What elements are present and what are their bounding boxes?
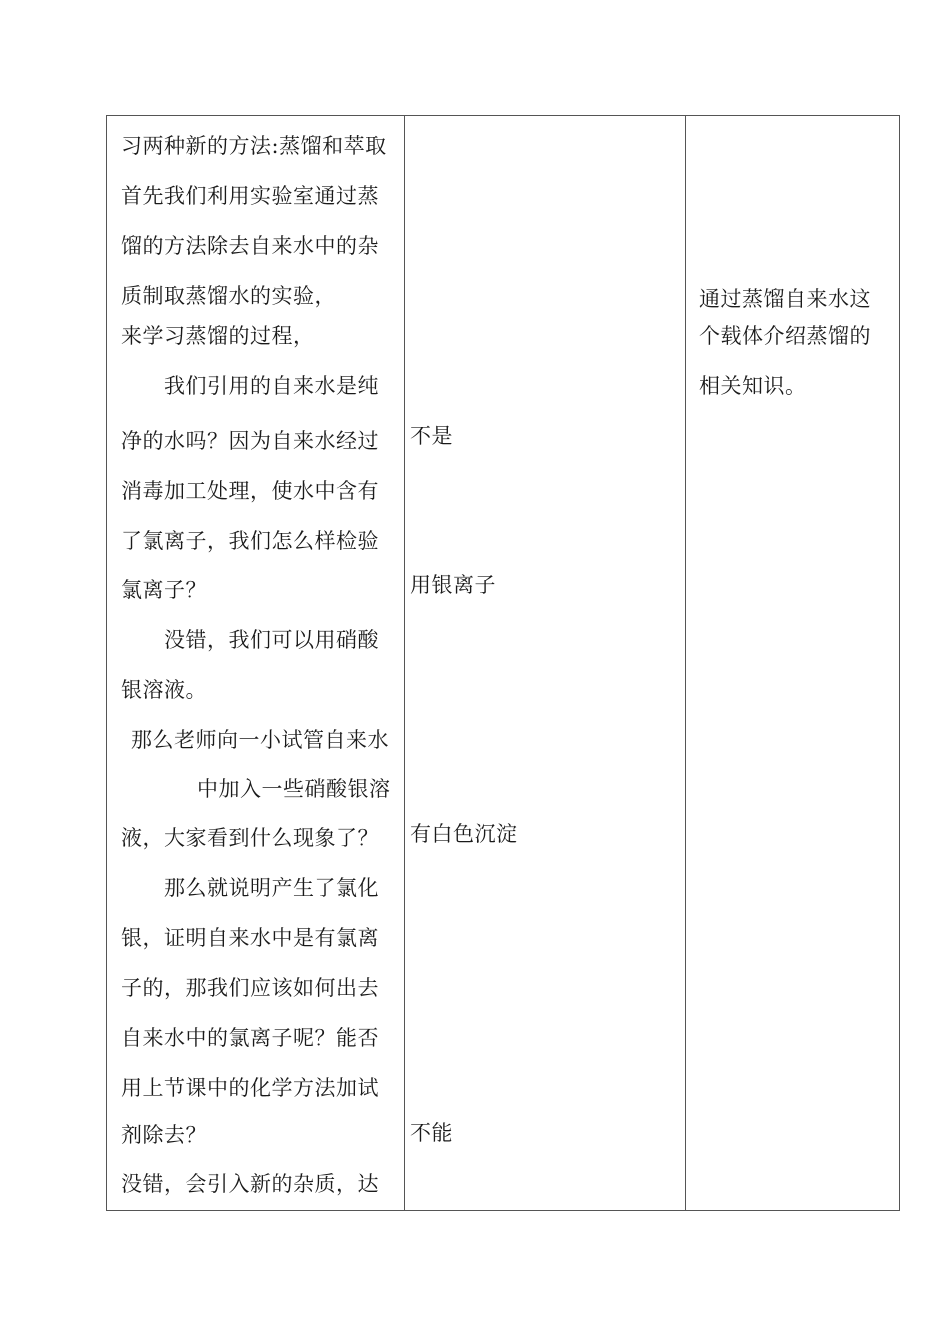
teacher-text-line: 质制取蒸馏水的实验， — [121, 284, 336, 308]
student-answer: 用银离子 — [410, 573, 496, 597]
teacher-text-line: 净的水吗？因为自来水经过 — [121, 429, 379, 453]
student-answer: 有白色沉淀 — [410, 822, 518, 846]
purpose-text-line: 个载体介绍蒸馏的 — [699, 324, 871, 348]
teacher-text-line: 银，证明自来水中是有氯离 — [121, 926, 379, 950]
teacher-text-line: 银溶液。 — [121, 678, 207, 702]
teacher-text-line: 自来水中的氯离子呢？能否 — [121, 1026, 379, 1050]
teacher-text-line: 氯离子？ — [121, 578, 207, 602]
purpose-text-line: 相关知识。 — [699, 374, 807, 398]
teacher-text-line: 馏的方法除去自来水中的杂 — [121, 234, 379, 258]
column-divider — [404, 116, 405, 1210]
teacher-text-line: 子的，那我们应该如何出去 — [121, 976, 379, 1000]
purpose-text-line: 通过蒸馏自来水这 — [699, 287, 871, 311]
teacher-text-line: 剂除去？ — [121, 1123, 207, 1147]
teacher-text-line: 了氯离子，我们怎么样检验 — [121, 529, 379, 553]
teacher-text-line: 用上节课中的化学方法加试 — [121, 1076, 379, 1100]
teacher-text-line: 习两种新的方法:蒸馏和萃取 — [121, 134, 387, 158]
teacher-text-line: 中加入一些硝酸银溶 — [197, 777, 391, 801]
student-answer: 不是 — [410, 424, 453, 448]
teacher-text-line: 消毒加工处理，使水中含有 — [121, 479, 379, 503]
teacher-text-line: 没错，我们可以用硝酸 — [164, 628, 379, 652]
teacher-text-line: 来学习蒸馏的过程， — [121, 324, 315, 348]
teacher-text-line: 那么老师向一小试管自来水 — [131, 728, 389, 752]
teacher-text-line: 我们引用的自来水是纯 — [164, 374, 379, 398]
student-answer: 不能 — [410, 1121, 453, 1145]
teacher-text-line: 首先我们利用实验室通过蒸 — [121, 184, 379, 208]
teacher-text-line: 没错，会引入新的杂质，达 — [121, 1172, 379, 1196]
teacher-text-line: 那么就说明产生了氯化 — [164, 876, 379, 900]
column-divider — [685, 116, 686, 1210]
teacher-text-line: 液，大家看到什么现象了？ — [121, 826, 379, 850]
